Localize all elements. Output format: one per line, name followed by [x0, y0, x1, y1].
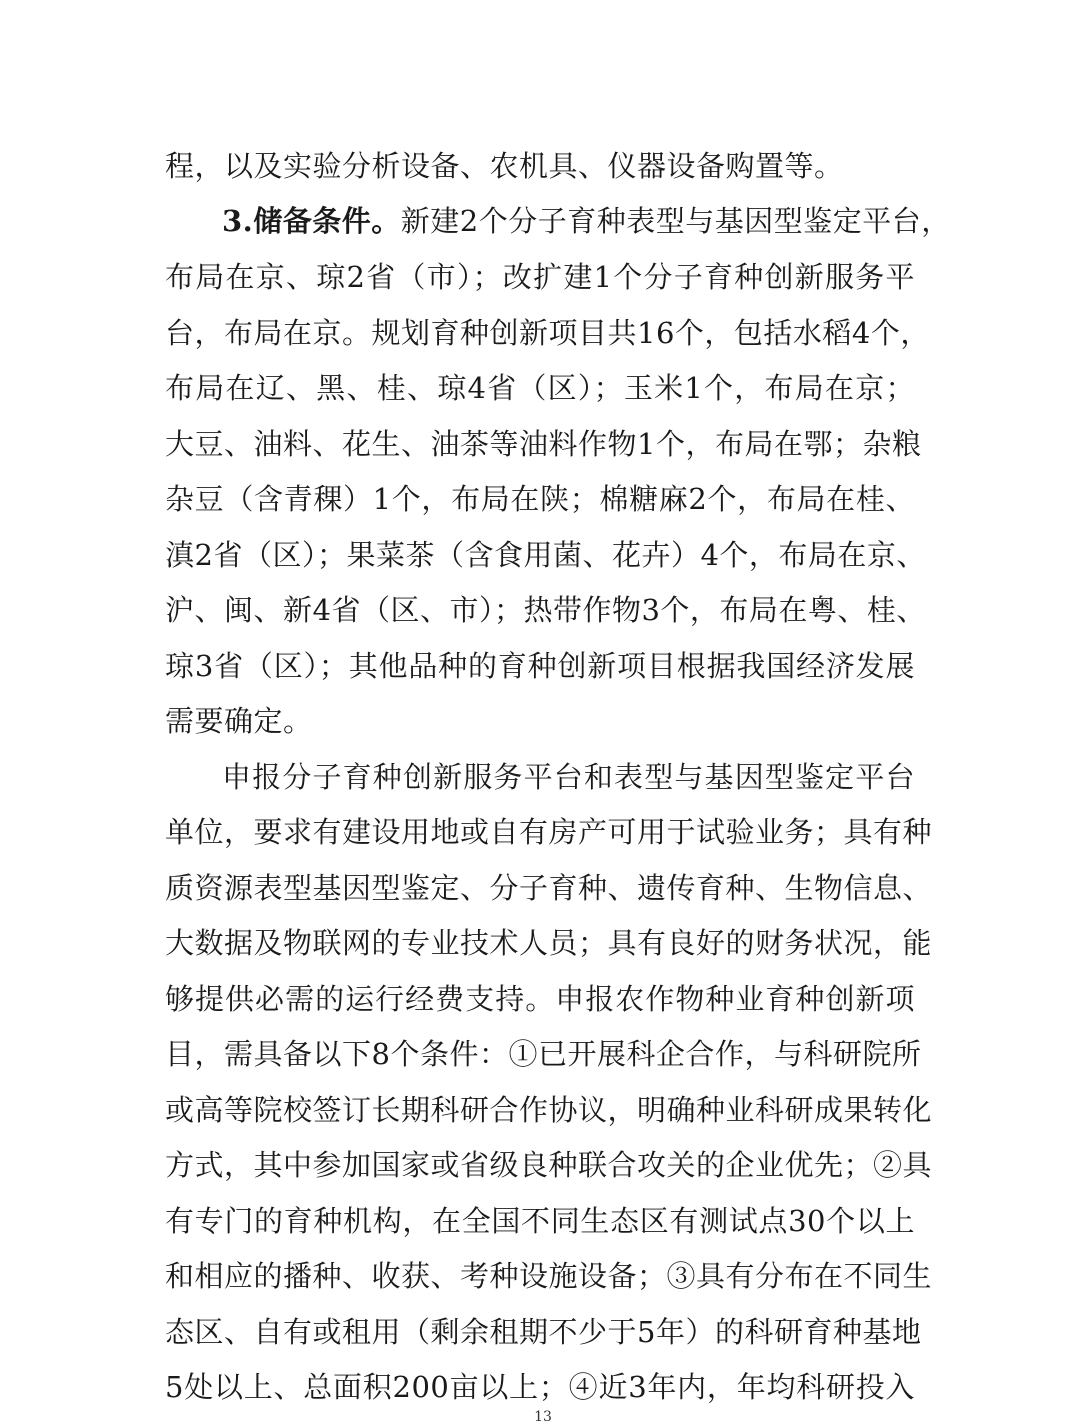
section-heading: 3.储备条件。 [222, 204, 401, 238]
text-line: 有专门的育种机构，在全国不同生态区有测试点30个以上 [165, 1204, 915, 1238]
text-line: 申报分子育种创新服务平台和表型与基因型鉴定平台 [222, 760, 915, 794]
text-line: 大数据及物联网的专业技术人员；具有良好的财务状况，能 [165, 926, 933, 960]
text-line: 单位，要求有建设用地或自有房产可用于试验业务；具有种 [165, 815, 933, 849]
page-number: 13 [534, 1409, 552, 1425]
text-run: 新建2个分子育种表型与基因型鉴定平台， [400, 204, 951, 238]
text-line: 琼3省（区）；其他品种的育种创新项目根据我国经济发展 [165, 649, 915, 683]
text-line: 需要确定。 [165, 704, 313, 738]
text-line: 或高等院校签订长期科研合作协议，明确种业科研成果转化 [165, 1093, 933, 1127]
text-line: 够提供必需的运行经费支持。申报农作物种业育种创新项 [165, 982, 915, 1016]
text-line: 台，布局在京。规划育种创新项目共16个，包括水稻4个， [165, 316, 930, 350]
text-line: 大豆、油料、花生、油茶等油料作物1个，布局在鄂；杂粮 [165, 427, 922, 461]
text-line: 5处以上、总面积200亩以上；④近3年内，年均科研投入 [165, 1370, 915, 1404]
text-line: 滇2省（区）；果菜茶（含食用菌、花卉）4个，布局在京、 [165, 538, 926, 572]
text-line: 布局在京、琼2省（市）；改扩建1个分子育种创新服务平 [165, 260, 915, 294]
text-line: 布局在辽、黑、桂、琼4省（区）；玉米1个，布局在京； [165, 371, 915, 405]
text-line [222, 201, 951, 241]
text-line: 态区、自有或租用（剩余租期不少于5年）的科研育种基地 [165, 1315, 922, 1349]
text-line: 目，需具备以下8个条件：①已开展科企合作，与科研院所 [165, 1037, 922, 1071]
text-line: 沪、闽、新4省（区、市）；热带作物3个，布局在粤、桂、 [165, 593, 926, 627]
text-line: 程，以及实验分析设备、农机具、仪器设备购置等。 [165, 149, 844, 183]
text-line: 和相应的播种、收获、考种设施设备；③具有分布在不同生 [165, 1259, 933, 1293]
text-line: 杂豆（含青稞）1个，布局在陕；棉糖麻2个，布局在桂、 [165, 482, 915, 516]
text-line: 方式，其中参加国家或省级良种联合攻关的企业优先；②具 [165, 1148, 933, 1182]
text-line: 质资源表型基因型鉴定、分子育种、遗传育种、生物信息、 [165, 871, 933, 905]
